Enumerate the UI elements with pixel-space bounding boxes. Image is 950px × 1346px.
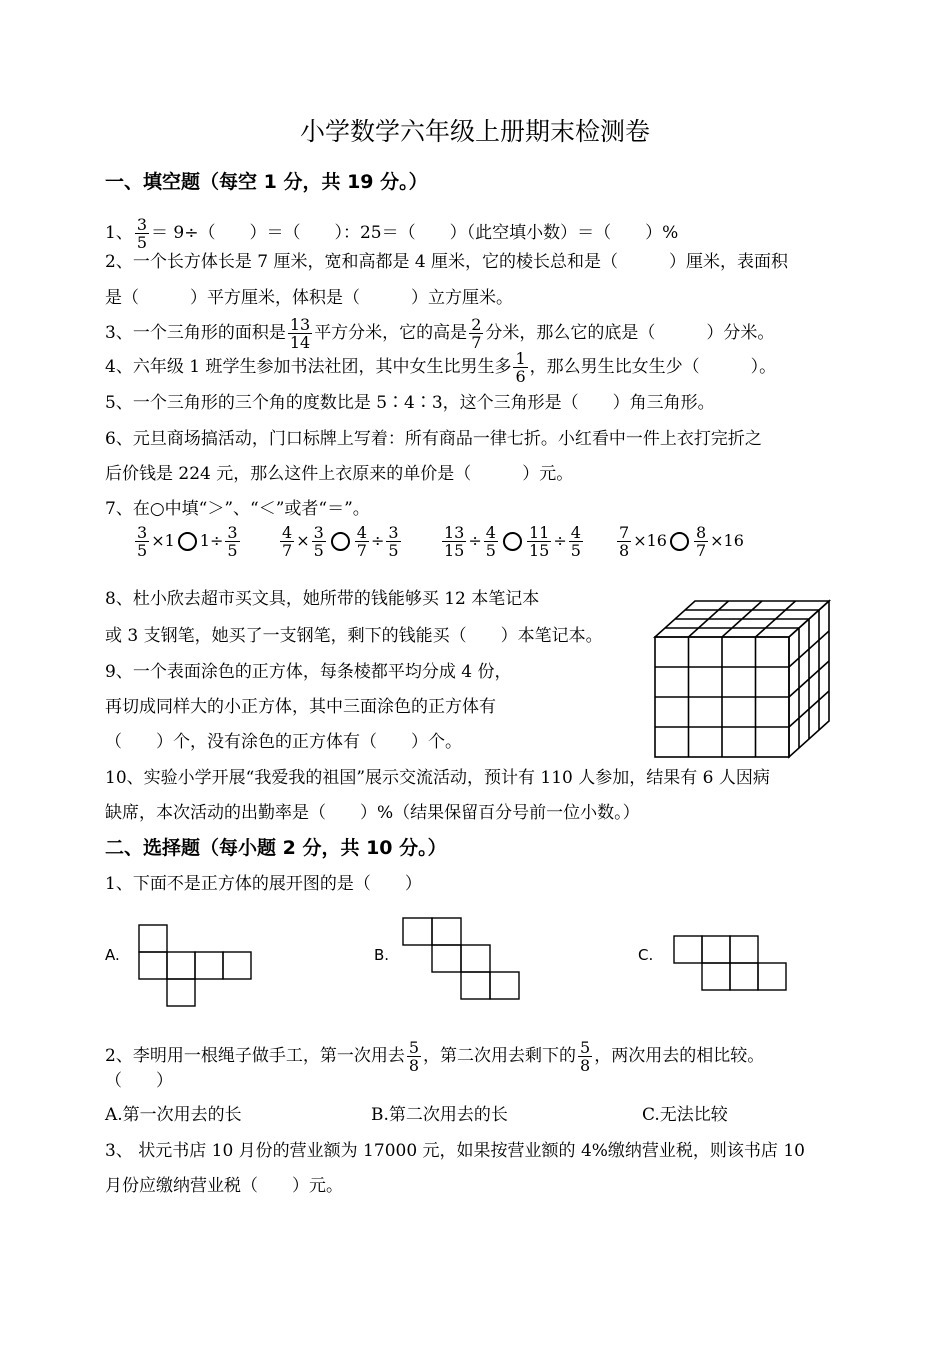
question-1-9-line3: （ ）个，没有涂色的正方体有（ ）个。 [105,732,462,752]
question-1-3: 3、一个三角形的面积是 $\frac{13}{14}$ 平方分米，它的高是 $\frac{2}{7}$ 分米，那么它的底是（ ）分米。 [105,315,775,352]
question-1-2-line2: 是（ ）平方厘米，体积是（ ）立方厘米。 [105,288,513,308]
comparison-3: $\frac{13}{15}$ ÷ $\frac{4}{5}$ $\frac{11}{15}$ ÷ $\frac{4}{5}$ [444,523,581,560]
option-a-label: A. [105,946,120,964]
question-1-10-line1: 10、实验小学开展“我爱我的祖国”展示交流活动，预计有 110 人参加，结果有 6 人因病 [105,768,770,788]
section-1-heading: 一、填空题（每空 1 分，共 19 分。） [105,171,428,193]
fraction: $\frac{1}{6}$ [515,349,526,386]
question-2-2: 2、李明用一根绳子做手工，第一次用去 $\frac{5}{8}$ ，第二次用去剩下的 $\frac{5}{8}$ ，两次用去的相比较。 [105,1038,765,1075]
fraction: $\frac{5}{8}$ [580,1038,591,1075]
question-1-10-line2: 缺席，本次活动的出勤率是（ ）%（结果保留百分号前一位小数。） [105,803,640,823]
question-1-4: 4、六年级 1 班学生参加书法社团，其中女生比男生多 $\frac{1}{6}$ ，那么男生比女生少（ ）。 [105,349,777,386]
fraction: $\frac{2}{7}$ [471,315,482,352]
question-1-6-line1: 6、元旦商场搞活动，门口标牌上写着：所有商品一律七折。小红看中一件上衣打完折之 [105,429,762,449]
net-c-figure [674,936,786,990]
option-b-text: B.第二次用去的长 [371,1105,508,1125]
question-2-3-line1: 3、 状元书店 10 月份的营业额为 17000 元，如果按营业额的 4%缴纳营业税，则该书店 10 [105,1141,805,1161]
question-2-2-paren: （ ） [105,1071,173,1091]
page-title: 小学数学六年级上册期末检测卷 [299,117,650,146]
question-1-8-line2: 或 3 支钢笔，她买了一支钢笔，剩下的钱能买（ ）本笔记本。 [105,626,603,646]
comparison-1: $\frac{3}{5}$ ×1 1÷ $\frac{3}{5}$ [137,523,238,560]
fraction: $\frac{13}{14}$ [289,315,311,352]
option-a-text: A.第一次用去的长 [105,1105,242,1125]
question-1-8-line1: 8、杜小欣去超市买文具，她所带的钱能够买 12 本笔记本 [105,589,540,609]
comparison-4: $\frac{7}{8}$ ×16 $\frac{8}{7}$ ×16 [619,523,744,560]
question-1-9-line1: 9、一个表面涂色的正方体，每条棱都平均分成 4 份， [105,662,512,682]
q1-prefix: 1、 [105,223,133,243]
section-2-heading: 二、选择题（每小题 2 分，共 10 分。） [105,837,447,859]
q1-rest: ＝ 9÷（ ）＝（ ）：25＝（ ）（此空填小数）＝（ ）% [151,223,679,243]
fraction: $\frac{3}{5}$ [136,215,148,252]
question-1-6-line2: 后价钱是 224 元，那么这件上衣原来的单价是（ ）元。 [105,464,574,484]
fraction: $\frac{5}{8}$ [408,1038,420,1075]
cube-figure [655,601,829,757]
question-1-5: 5、一个三角形的三个角的度数比是 5∶4∶3，这个三角形是（ ）角三角形。 [105,393,715,413]
question-1-9-line2: 再切成同样大的小正方体，其中三面涂色的正方体有 [105,697,496,717]
net-a-figure [139,925,251,1006]
net-b-figure [403,918,519,999]
question-2-3-line2: 月份应缴纳营业税（ ）元。 [105,1176,343,1196]
option-b-label: B. [374,946,390,964]
option-c-text: C.无法比较 [642,1105,728,1125]
question-1-7: 7、在○中填“＞”、“＜”或者“＝”。 [105,499,370,519]
question-1-2-line1: 2、一个长方体长是 7 厘米，宽和高都是 4 厘米，它的棱长总和是（ ）厘米，表面积 [105,252,789,272]
comparison-2: $\frac{4}{7}$ × $\frac{3}{5}$ $\frac{4}{7}$ ÷ $\frac{3}{5}$ [282,523,399,560]
question-2-1: 1、下面不是正方体的展开图的是（ ） [105,874,422,894]
option-c-label: C. [638,946,654,964]
